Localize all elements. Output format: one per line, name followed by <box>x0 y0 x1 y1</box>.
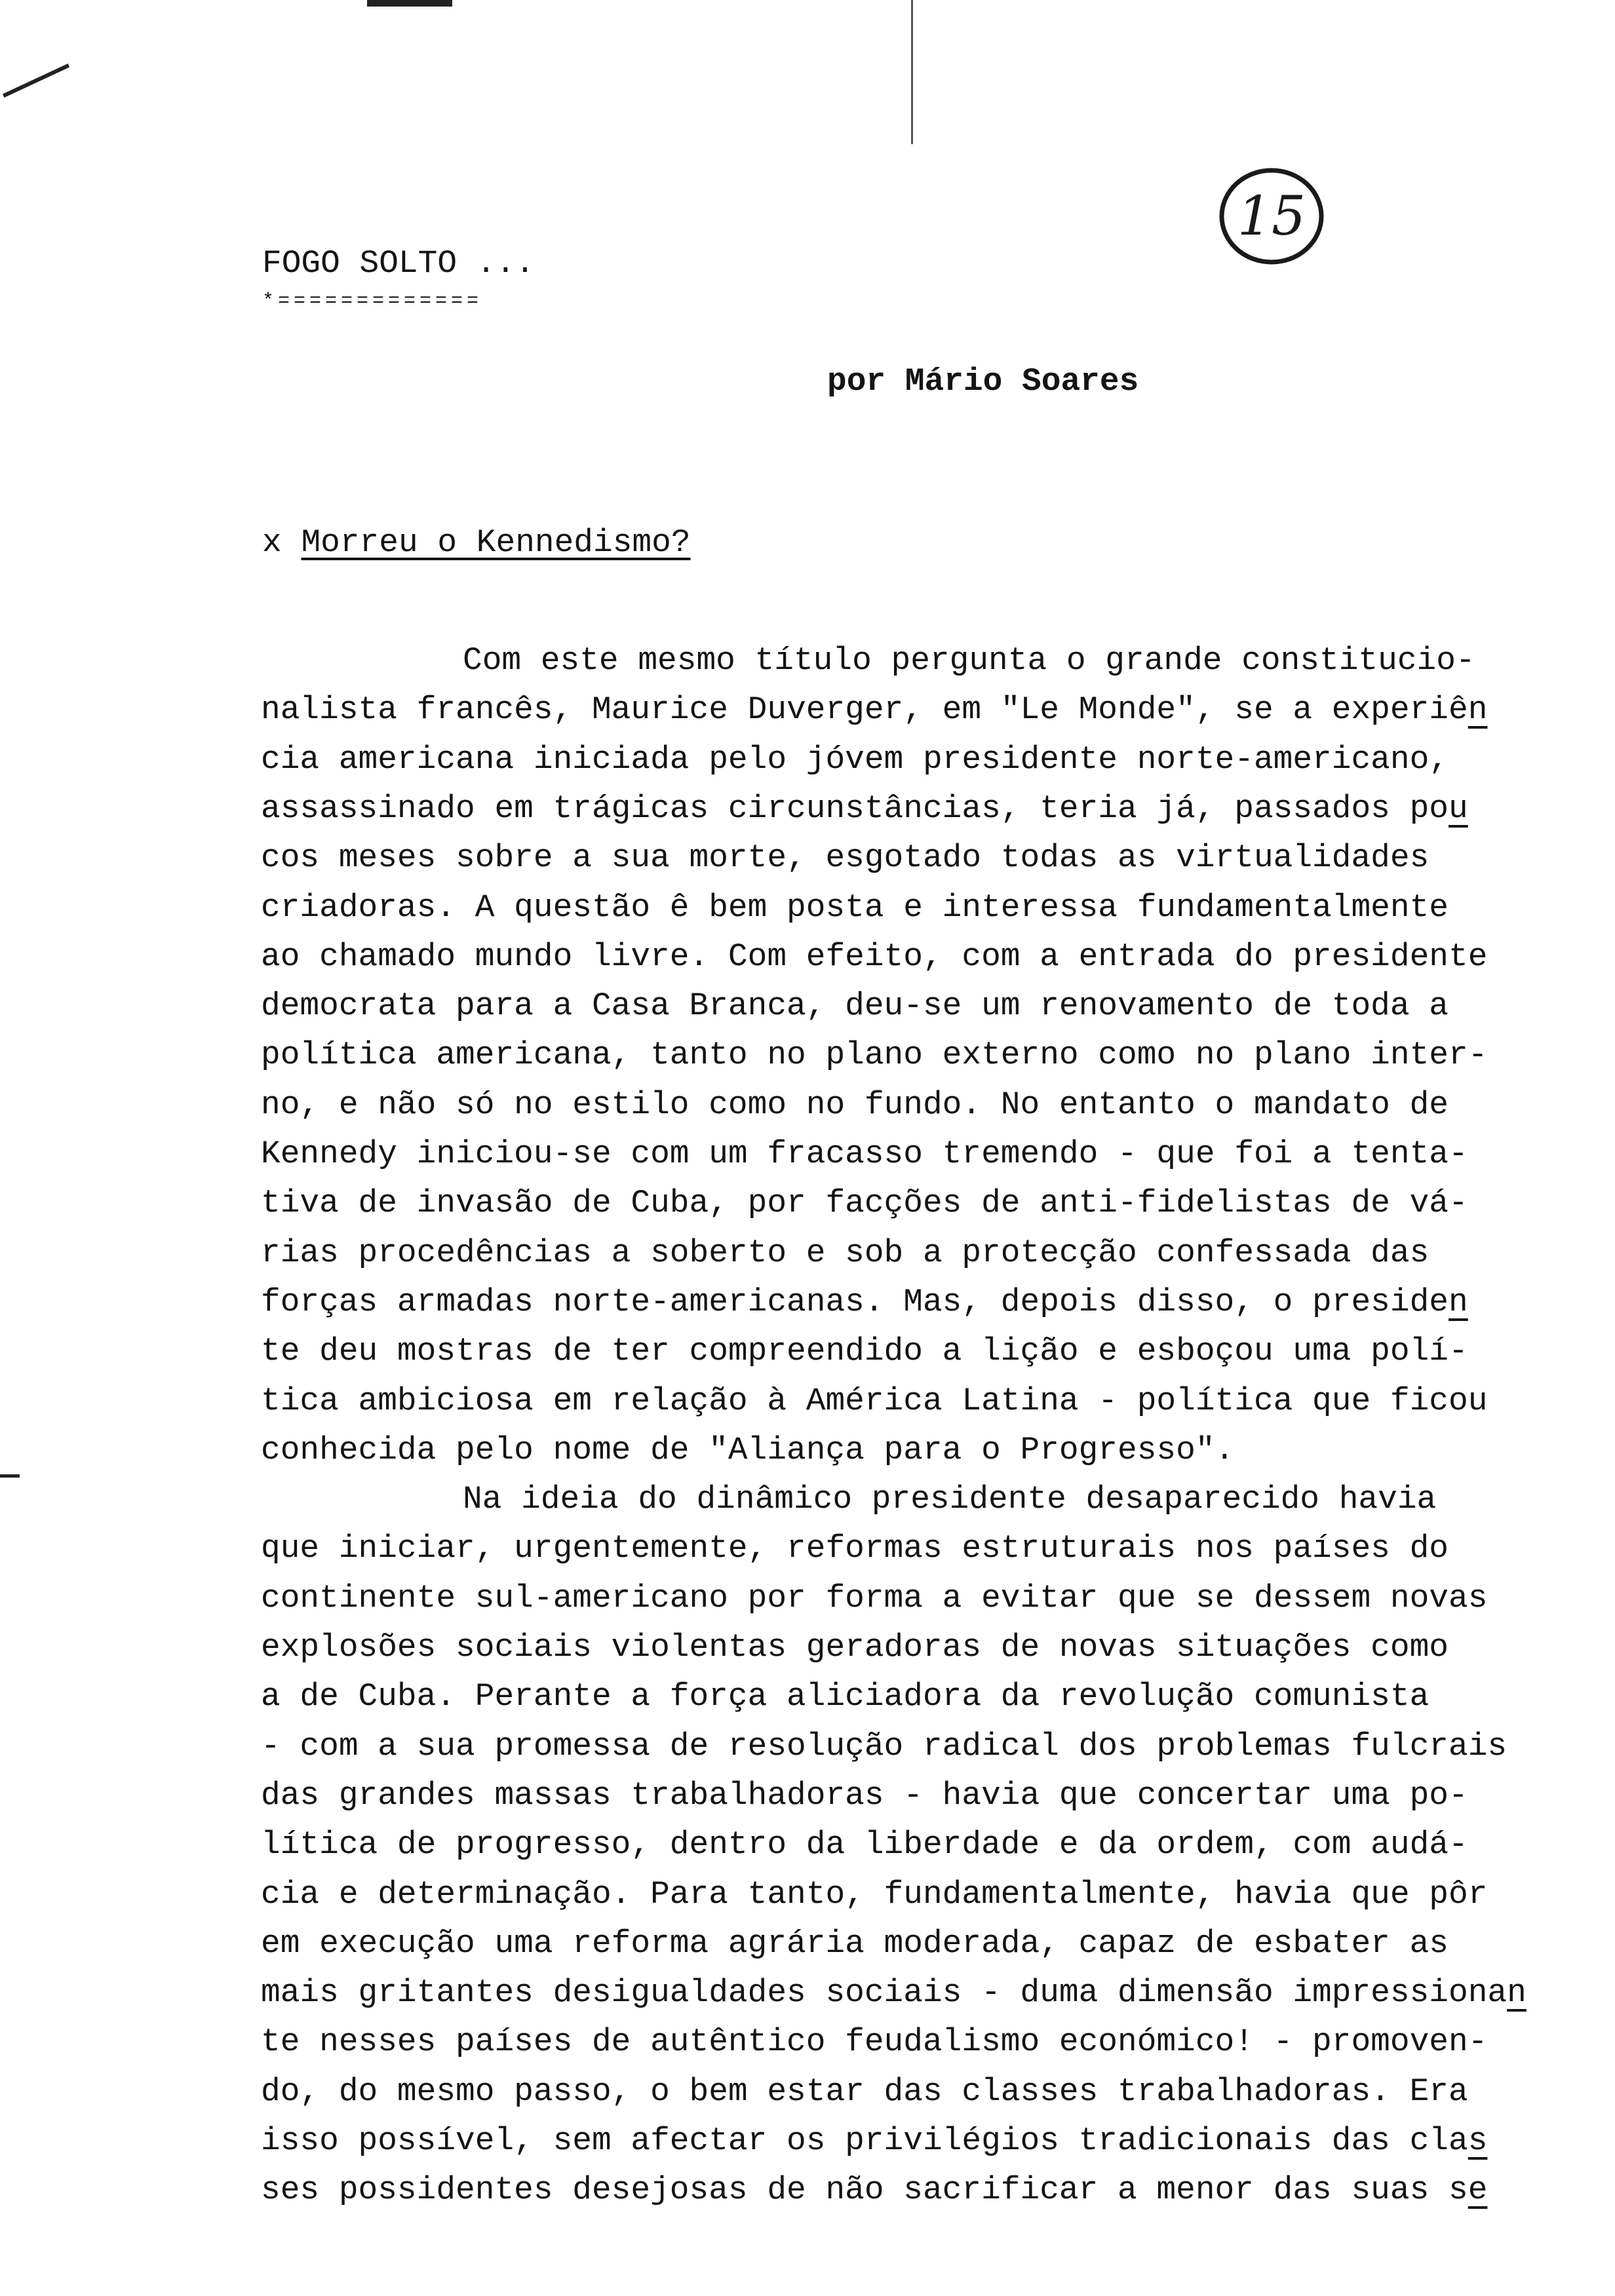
text-line-content: em execução uma reforma agrária moderada, capaz de esbater as <box>261 1924 1449 1962</box>
text-line-content: Na ideia do dinâmico presidente desaparecido havia <box>463 1481 1437 1518</box>
text-line <box>261 1134 1468 1174</box>
text-line <box>261 888 1449 927</box>
text-line <box>261 1677 1429 1716</box>
text-line-content: do, do mesmo passo, o bem estar das classes trabalhadoras. Era <box>261 2073 1468 2110</box>
hyphenation-mark: n <box>1449 1283 1468 1320</box>
text-line <box>261 690 1487 729</box>
text-line <box>261 2170 1487 2210</box>
text-line-content: das grandes massas trabalhadoras - havia que concertar uma po- <box>261 1776 1468 1814</box>
text-line-content: lítica de progresso, dentro da liberdade e da ordem, com audá- <box>261 1826 1468 1864</box>
text-line <box>261 1973 1527 2012</box>
hyphenation-mark: e <box>1468 2172 1488 2209</box>
text-line <box>463 641 1475 680</box>
column-title: FOGO SOLTO ... <box>262 245 535 282</box>
text-line-content: conhecida pelo nome de "Aliança para o Progresso". <box>261 1431 1235 1468</box>
text-line-content: a de Cuba. Perante a força aliciadora da revolução comunista <box>261 1678 1430 1715</box>
section-heading <box>262 523 691 562</box>
text-line <box>261 1430 1234 1470</box>
heading-bullet: x <box>262 524 282 561</box>
text-line-content: tica ambiciosa em relação à América Latina - política que ficou <box>261 1382 1488 1419</box>
text-line-content: política americana, tanto no plano externo como no plano inter- <box>261 1037 1488 1074</box>
text-line-content: Kennedy iniciou-se com um fracasso tremendo - que foi a tenta- <box>261 1136 1468 1172</box>
text-line-content: tiva de invasão de Cuba, por facções de anti-fidelistas de vá- <box>261 1185 1468 1222</box>
text-line <box>261 1381 1487 1421</box>
text-line-content: isso possível, sem afectar os privilégios tradicionais das cla <box>261 2122 1468 2159</box>
page-number-stamp <box>1218 164 1326 269</box>
hyphenation-mark: u <box>1449 790 1468 827</box>
text-line <box>261 1085 1449 1124</box>
text-line-content: te deu mostras de ter compreendido a lição e esboçou uma polí- <box>261 1333 1468 1370</box>
text-line-content: ses possidentes desejosas de não sacrificar a menor das suas s <box>261 2172 1468 2209</box>
hyphenation-mark: s <box>1468 2122 1488 2159</box>
text-line <box>261 789 1468 828</box>
text-line <box>261 2072 1468 2111</box>
author-byline: por Mário Soares <box>827 363 1139 400</box>
text-line <box>261 2022 1487 2061</box>
text-line <box>463 1480 1436 1519</box>
scan-mark <box>0 1474 20 1478</box>
text-line <box>261 740 1449 779</box>
text-line <box>261 1183 1468 1223</box>
text-line-content: assassinado em trágicas circunstâncias, teria já, passados po <box>261 790 1449 827</box>
text-line <box>261 937 1487 976</box>
text-line <box>261 1035 1487 1075</box>
heading-text: Morreu o Kennedismo? <box>301 524 691 561</box>
text-line-content: rias procedências a soberto e sob a protecção confessada das <box>261 1234 1430 1271</box>
text-line-content: ao chamado mundo livre. Com efeito, com a entrada do presidente <box>261 938 1488 975</box>
text-line-content: criadoras. A questão ê bem posta e interessa fundamentalmente <box>261 889 1449 926</box>
text-line-content: cia americana iniciada pelo jóvem presidente norte-americano, <box>261 740 1449 778</box>
text-line-content: no, e não só no estilo como no fundo. No entanto o mandato de <box>261 1086 1449 1123</box>
text-line <box>261 838 1429 877</box>
scan-mark <box>911 0 913 144</box>
text-line-content: nalista francês, Maurice Duverger, em "Le Monde", se a experiê <box>261 691 1468 729</box>
hyphenation-mark: n <box>1507 1974 1527 2012</box>
text-line-content: te nesses países de autêntico feudalismo económico! - promoven- <box>261 2023 1488 2061</box>
scan-smudge <box>367 0 452 7</box>
text-line <box>261 1776 1468 1815</box>
title-rule: *============= <box>262 290 483 313</box>
text-line <box>261 2121 1487 2160</box>
text-line <box>261 1825 1468 1864</box>
text-line <box>261 986 1449 1025</box>
text-line <box>261 1578 1487 1618</box>
text-line-content: mais gritantes desigualdades sociais - duma dimensão impressiona <box>261 1974 1508 2012</box>
page-number: 15 <box>1237 185 1306 248</box>
text-line-content: continente sul-americano por forma a evitar que se dessem novas <box>261 1579 1488 1617</box>
text-line-content: Com este mesmo título pergunta o grande constitucio- <box>463 642 1475 679</box>
text-line <box>261 1331 1468 1371</box>
text-line <box>261 1628 1449 1667</box>
text-line <box>261 1233 1429 1272</box>
text-line <box>261 1924 1449 1963</box>
text-line <box>261 1727 1507 1766</box>
text-line-content: democrata para a Casa Branca, deu-se um renovamento de toda a <box>261 987 1449 1025</box>
text-line <box>261 1529 1449 1568</box>
text-line-content: forças armadas norte-americanas. Mas, depois disso, o preside <box>261 1283 1449 1320</box>
text-line-content: que iniciar, urgentemente, reformas estruturais nos países do <box>261 1530 1449 1567</box>
text-line <box>261 1875 1487 1914</box>
text-line-content: explosões sociais violentas geradoras de novas situações como <box>261 1629 1449 1666</box>
text-line-content: cos meses sobre a sua morte, esgotado todas as virtualidades <box>261 839 1430 877</box>
hyphenation-mark: n <box>1468 691 1488 729</box>
text-line-content: - com a sua promessa de resolução radical dos problemas fulcrais <box>261 1727 1508 1765</box>
text-line-content: cia e determinação. Para tanto, fundamentalmente, havia que pôr <box>261 1875 1488 1913</box>
scan-mark <box>3 64 69 98</box>
text-line <box>261 1282 1468 1322</box>
